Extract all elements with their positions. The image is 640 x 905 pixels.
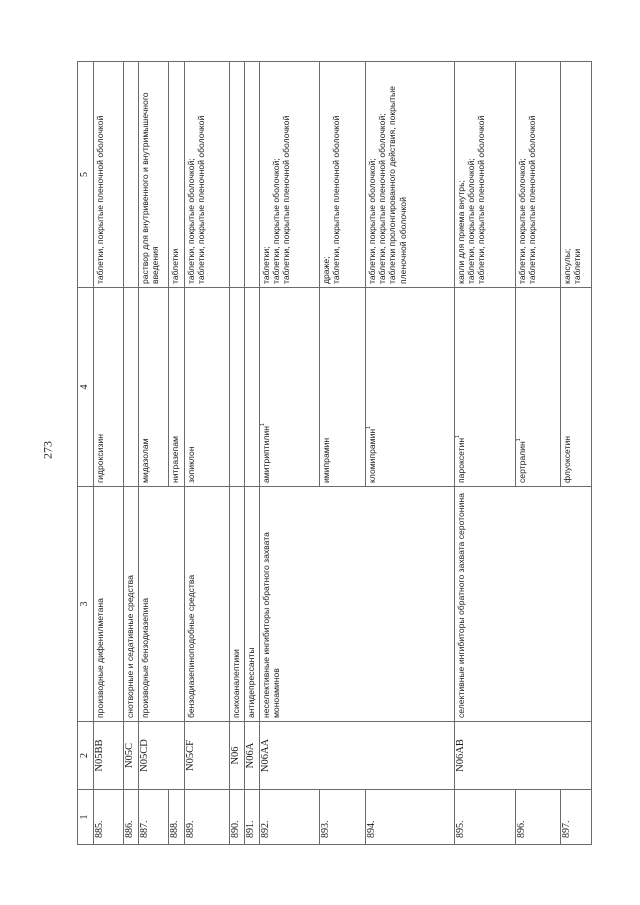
dosage-form: таблетки, покрытые оболочкой; <box>367 158 377 284</box>
table-row <box>260 62 320 845</box>
dosage-form: таблетки пролонгированного действия, покрытые пленочной оболочкой <box>387 86 408 284</box>
header-cell: 5 <box>78 62 94 288</box>
row-number: 887. <box>139 790 169 845</box>
dosage-form: драже; <box>321 256 331 284</box>
group-name: производные дифенилметана <box>94 487 124 722</box>
dosage-form: капли для приема внутрь; <box>456 180 466 284</box>
atc-code: N05CD <box>139 722 185 790</box>
dosage-form: таблетки, покрытые оболочкой; <box>466 158 477 284</box>
dosage-forms <box>561 62 592 288</box>
footnote-mark: 1 <box>516 438 522 442</box>
header-cell: 3 <box>78 487 94 722</box>
table-row <box>139 62 169 845</box>
drug-table <box>77 61 592 845</box>
row-number: 885. <box>94 790 124 845</box>
footnote-mark: 1 <box>455 435 461 438</box>
dosage-forms <box>245 62 260 288</box>
dosage-forms <box>94 62 124 288</box>
drug-name <box>245 288 260 487</box>
dosage-forms <box>366 62 455 288</box>
drug-name: флуоксетин <box>561 288 592 487</box>
atc-code: N05C <box>124 722 139 790</box>
atc-code: N05BB <box>94 722 124 790</box>
dosage-form: таблетки, покрытые пленочной оболочкой <box>281 115 292 284</box>
row-number: 892. <box>260 790 320 845</box>
dosage-forms <box>124 62 139 288</box>
dosage-forms <box>516 62 561 288</box>
dosage-forms <box>260 62 320 288</box>
drug-name <box>230 288 245 487</box>
row-number: 890. <box>230 790 245 845</box>
group-name: антидепрессанты <box>245 487 260 722</box>
dosage-form: таблетки, покрытые пленочной оболочкой <box>196 115 207 284</box>
dosage-forms <box>139 62 169 288</box>
dosage-forms <box>320 62 366 288</box>
dosage-form: таблетки <box>170 248 180 284</box>
row-number: 895. <box>455 790 516 845</box>
drug-name <box>516 288 561 487</box>
drug-name <box>455 288 516 487</box>
row-number: 889. <box>185 790 230 845</box>
drug-name <box>124 288 139 487</box>
dosage-form: таблетки, покрытые пленочной оболочкой <box>527 115 538 284</box>
drug-label: кломипрамин <box>367 428 377 483</box>
dosage-form: раствор для внутривенного и внутримышечного введения <box>140 92 161 284</box>
dosage-form: таблетки, покрытые оболочкой; <box>517 158 527 284</box>
dosage-form: таблетки, покрытые пленочной оболочкой <box>95 115 105 284</box>
dosage-form: таблетки; <box>261 246 271 284</box>
group-name: производные бензодиазепина <box>139 487 185 722</box>
drug-name: имипрамин <box>320 288 366 487</box>
drug-label: пароксетин <box>456 437 466 483</box>
drug-name: зопиклон <box>185 288 230 487</box>
dosage-forms <box>169 62 185 288</box>
dosage-form: таблетки, покрытые пленочной оболочкой <box>476 115 487 284</box>
dosage-forms <box>230 62 245 288</box>
header-cell: 2 <box>78 722 94 790</box>
atc-code: N06AA <box>260 722 455 790</box>
footnote-mark: 1 <box>366 426 372 429</box>
dosage-form: таблетки, покрытые оболочкой; <box>186 158 196 284</box>
row-number: 897. <box>561 790 592 845</box>
drug-name <box>260 288 320 487</box>
footnote-mark: 1 <box>260 423 266 427</box>
atc-code: N06 <box>230 722 245 790</box>
group-name: снотворные и седативные средства <box>124 487 139 722</box>
rotated-page <box>77 62 590 845</box>
table-row <box>94 62 124 845</box>
dosage-forms <box>455 62 516 288</box>
table-row <box>245 62 260 845</box>
group-name: неселективные ингибиторы обратного захвата моноаминов <box>260 487 455 722</box>
drug-name <box>366 288 455 487</box>
page-number: 273 <box>40 441 55 459</box>
dosage-form: таблетки, покрытые пленочной оболочкой; <box>377 113 388 284</box>
drug-name: нитразепам <box>169 288 185 487</box>
row-number: 896. <box>516 790 561 845</box>
dosage-form: таблетки <box>572 248 583 284</box>
row-number: 894. <box>366 790 455 845</box>
header-cell: 4 <box>78 288 94 487</box>
table-row <box>185 62 230 845</box>
table-row <box>455 62 516 845</box>
drug-name: гидроксизин <box>94 288 124 487</box>
dosage-form: капсулы; <box>562 248 572 284</box>
row-number: 893. <box>320 790 366 845</box>
table-header-row <box>78 62 94 845</box>
drug-label: сертралин <box>517 441 527 483</box>
group-name: бензодиазепиноподобные средства <box>185 487 230 722</box>
table-row <box>124 62 139 845</box>
atc-code: N06A <box>245 722 260 790</box>
row-number: 888. <box>169 790 185 845</box>
header-cell: 1 <box>78 790 94 845</box>
row-number: 886. <box>124 790 139 845</box>
drug-label: амитриптилин <box>261 426 271 483</box>
atc-code: N06AB <box>455 722 592 790</box>
table-row <box>230 62 245 845</box>
row-number: 891. <box>245 790 260 845</box>
group-name: селективные ингибиторы обратного захвата серотонина <box>455 487 592 722</box>
dosage-forms <box>185 62 230 288</box>
dosage-form: таблетки, покрытые оболочкой; <box>271 158 282 284</box>
atc-code: N05CF <box>185 722 230 790</box>
dosage-form: таблетки, покрытые пленочной оболочкой <box>331 115 342 284</box>
group-name: психоаналептики <box>230 487 245 722</box>
drug-name: мидазолам <box>139 288 169 487</box>
